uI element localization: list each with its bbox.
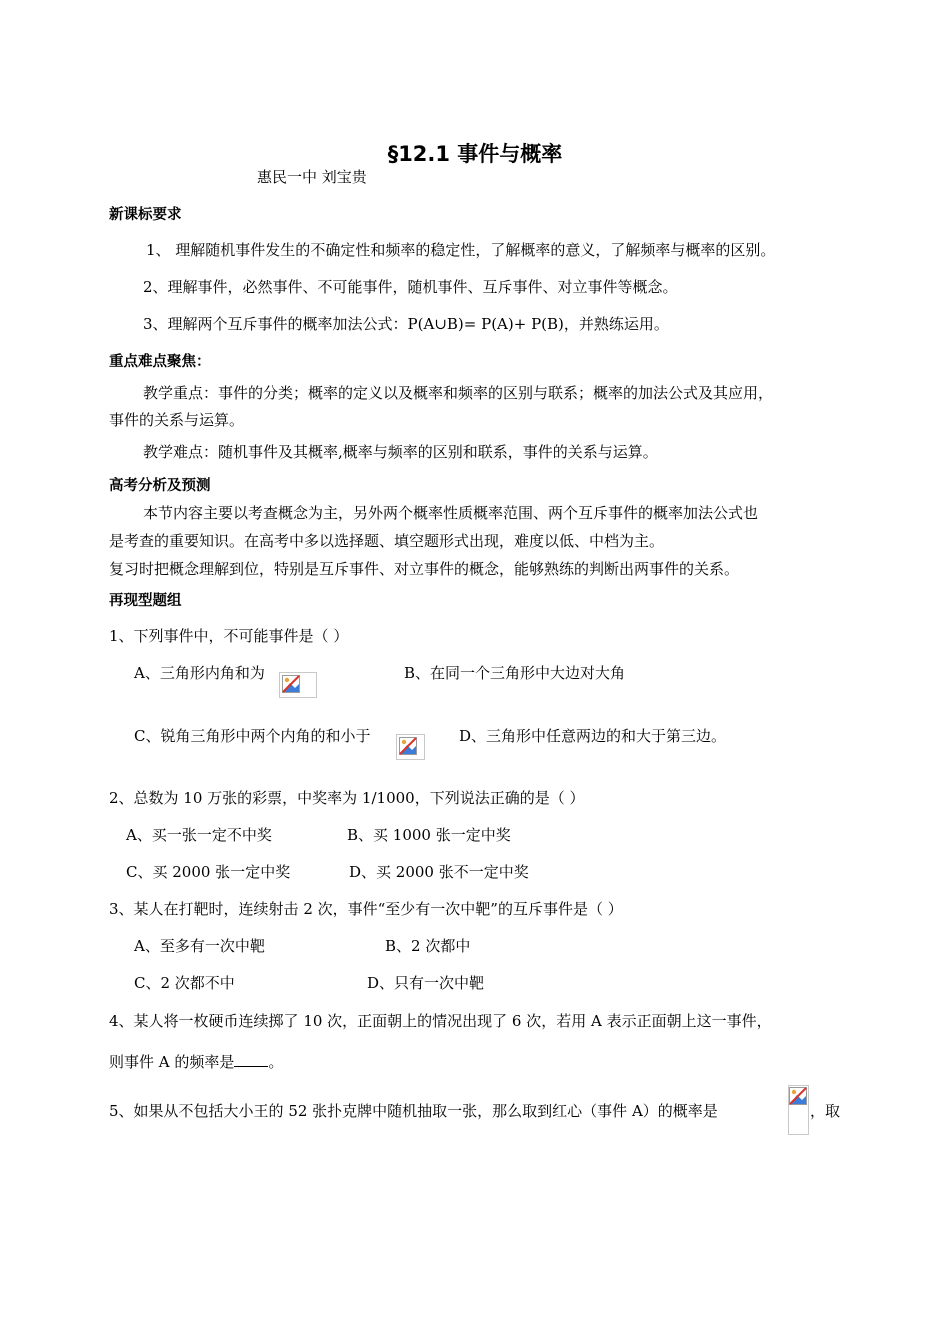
broken-image-icon	[788, 1085, 809, 1135]
q1-option-b: B、在同一个三角形中大边对大角	[404, 664, 626, 682]
requirement-item-3: 3、理解两个互斥事件的概率加法公式：P(A∪B)= P(A)+ P(B)，并熟练运用。	[143, 315, 669, 333]
q2-option-d: D、买 2000 张不一定中奖	[349, 863, 529, 881]
image-placeholder-glyph	[399, 737, 417, 755]
image-placeholder-glyph	[282, 675, 300, 693]
q2-stem: 2、总数为 10 万张的彩票，中奖率为 1/1000，下列说法正确的是（ ）	[109, 789, 585, 807]
requirement-item-1: 1、 理解随机事件发生的不确定性和频率的稳定性，了解概率的意义，了解频率与概率的区别。	[146, 241, 776, 259]
q4-answer-blank	[234, 1052, 268, 1067]
q4-line-1: 4、某人将一枚硬币连续掷了 10 次，正面朝上的情况出现了 6 次，若用 A 表示正面朝上这一事件，	[109, 1012, 772, 1030]
requirement-item-2: 2、理解事件，必然事件、不可能事件，随机事件、互斥事件、对立事件等概念。	[143, 278, 678, 296]
section-heading-focus: 重点难点聚焦：	[109, 354, 211, 370]
q1-option-c: C、锐角三角形中两个内角的和小于	[134, 727, 371, 745]
section-heading-problems: 再现型题组	[109, 593, 182, 609]
focus-key-line-2: 事件的关系与运算。	[109, 411, 245, 429]
q2-option-b: B、买 1000 张一定中奖	[347, 826, 511, 844]
q2-option-a: A、买一张一定不中奖	[126, 826, 272, 844]
broken-image-icon	[279, 672, 317, 698]
analysis-line-2: 是考查的重要知识。在高考中多以选择题、填空题形式出现，难度以低、中档为主。	[109, 532, 665, 550]
page-title: §12.1 事件与概率	[387, 142, 563, 166]
author-line: 惠民一中 刘宝贵	[257, 168, 367, 186]
broken-image-icon	[396, 734, 425, 760]
q3-stem: 3、某人在打靶时，连续射击 2 次，事件“至少有一次中靶”的互斥事件是（ ）	[109, 900, 623, 918]
section-heading-analysis: 高考分析及预测	[109, 478, 211, 494]
analysis-line-1: 本节内容主要以考查概念为主，另外两个概率性质概率范围、两个互斥事件的概率加法公式也	[143, 504, 759, 522]
q3-option-a: A、至多有一次中靶	[134, 937, 265, 955]
q1-option-a-text: A、三角形内角和为	[134, 664, 265, 682]
analysis-line-3: 复习时把概念理解到位，特别是互斥事件、对立事件的概念，能够熟练的判断出两事件的关系。	[109, 560, 740, 578]
image-placeholder-glyph	[789, 1087, 807, 1105]
q5-text: 5、如果从不包括大小王的 52 张扑克牌中随机抽取一张，那么取到红心（事件 A）的概率是	[109, 1102, 718, 1120]
section-heading-requirements: 新课标要求	[109, 207, 182, 223]
q5-text-end: ，取	[810, 1102, 841, 1120]
q3-option-b: B、2 次都中	[385, 937, 471, 955]
q4-line-2-end: 。	[268, 1053, 284, 1071]
q3-option-c: C、2 次都不中	[134, 974, 235, 992]
q1-option-d: D、三角形中任意两边的和大于第三边。	[459, 727, 727, 745]
q4-line-2-text: 则事件 A 的频率是	[109, 1053, 235, 1071]
focus-difficulty: 教学难点：随机事件及其概率,概率与频率的区别和联系，事件的关系与运算。	[143, 443, 658, 461]
q3-option-d: D、只有一次中靶	[367, 974, 485, 992]
focus-key-line-1: 教学重点：事件的分类；概率的定义以及概率和频率的区别与联系；概率的加法公式及其应用，	[143, 384, 774, 402]
q1-option-a	[134, 663, 265, 683]
q1-stem: 1、下列事件中，不可能事件是（ ）	[109, 627, 349, 645]
q4-line-2	[109, 1052, 283, 1072]
q2-option-c: C、买 2000 张一定中奖	[126, 863, 291, 881]
